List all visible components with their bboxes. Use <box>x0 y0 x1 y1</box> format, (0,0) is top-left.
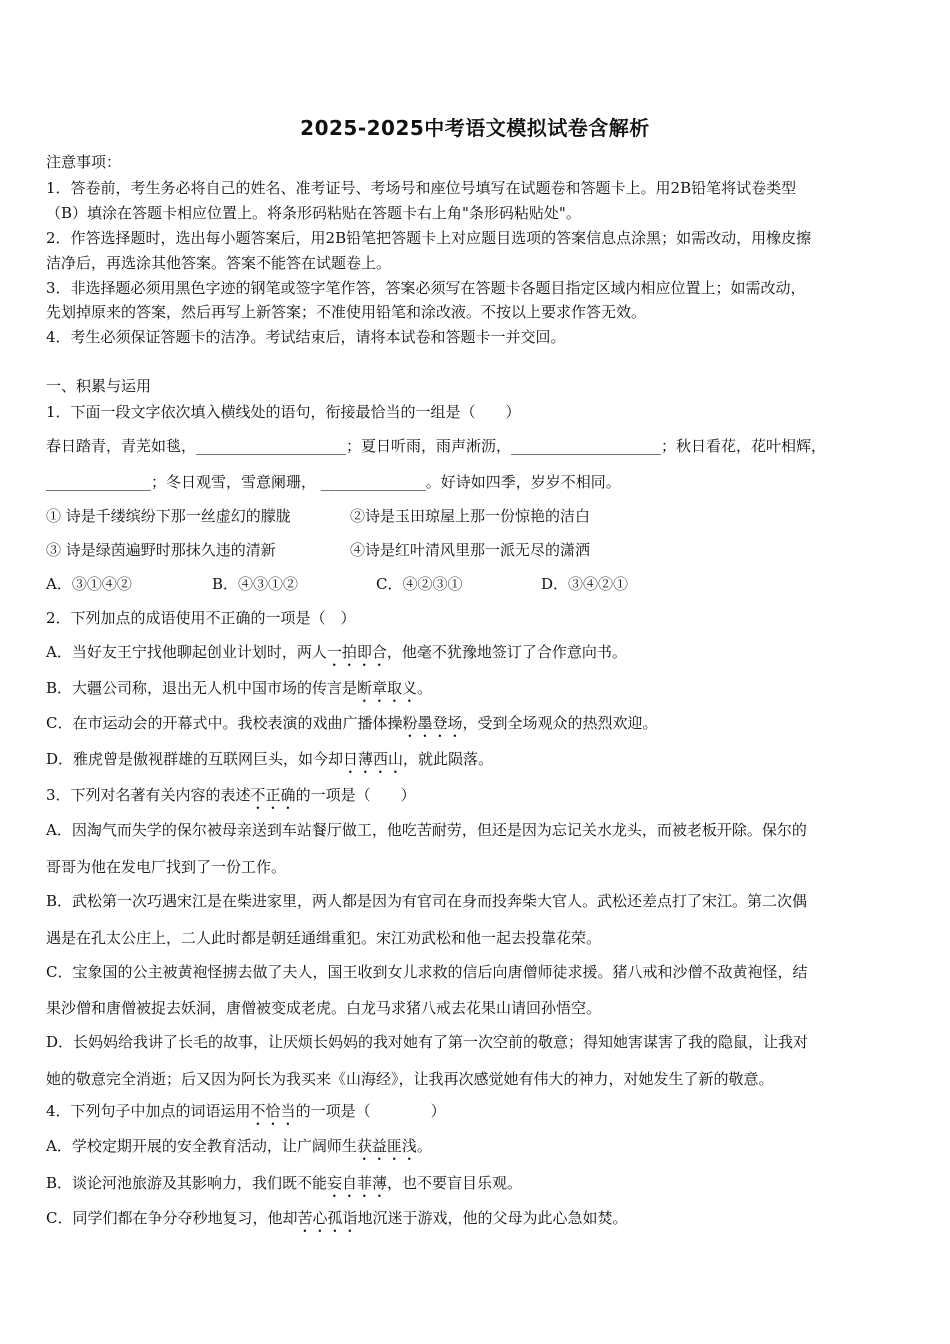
q4-option-b <box>46 1173 522 1201</box>
q3-option-d-line-2: 她的敬意完全消逝；后又因为阿长为我买来《山海经》，让我再次感觉她有伟大的神力，对她发生了新的敬意。 <box>46 1070 774 1088</box>
q2-option-b-post: 。 <box>417 679 433 697</box>
section-heading: 一、积累与运用 <box>46 377 152 395</box>
q4-option-c-pre: C．同学们都在争分夺秒地复习，他却 <box>46 1209 298 1227</box>
q4-stem-post: 的一项是（ ） <box>295 1102 446 1120</box>
q4-option-b-dotted: 妄自菲薄 <box>327 1174 388 1192</box>
q1-option-d: D．③④②① <box>541 575 629 593</box>
page-title: 2025-2025中考语文模拟试卷含解析 <box>300 116 650 140</box>
q4-option-a-post: 。 <box>416 1137 432 1155</box>
q1-passage-line-2: ______________；冬日观雪，雪意阑珊， ______________。好诗如四季，岁岁不相同。 <box>46 473 621 491</box>
q3-option-c-line-2: 果沙僧和唐僧被捉去妖洞，唐僧被变成老虎。白龙马求猪八戒去花果山请回孙悟空。 <box>46 999 602 1017</box>
q3-option-b-line-2: 遇是在孔太公庄上，二人此时都是朝廷通缉重犯。宋江劝武松和他一起去投靠花荣。 <box>46 929 602 947</box>
q1-sentence-2: ②诗是玉田琼屋上那一份惊艳的洁白 <box>350 507 591 525</box>
q1-sentence-1: ① 诗是千缕缤纷下那一丝虚幻的朦胧 <box>46 507 291 525</box>
notice-heading: 注意事项： <box>46 153 122 171</box>
q2-option-c-dotted: 粉墨登场 <box>402 714 463 732</box>
q2-stem: 2．下列加点的成语使用不正确的一项是（ ） <box>46 609 356 627</box>
notice-line-6: 先划掉原来的答案，然后再写上新答案；不准使用铅笔和涂改液。不按以上要求作答无效。 <box>46 303 647 321</box>
q2-option-a-pre: A．当好友王宁找他聊起创业计划时，两人 <box>46 643 327 661</box>
q4-option-c-post: 地沉迷于游戏，他的父母为此心急如焚。 <box>357 1209 628 1227</box>
q1-option-a: A．③①④② <box>46 575 132 593</box>
q1-sentence-3: ③ 诗是绿茵遍野时那抹久违的清新 <box>46 541 276 559</box>
q4-option-c <box>46 1208 628 1236</box>
q4-option-a-dotted: 获益匪浅 <box>356 1137 417 1155</box>
q3-stem-pre: 3．下列对名著有关内容的表述 <box>46 786 251 804</box>
q4-option-b-pre: B．谈论河池旅游及其影响力，我们既不能 <box>46 1174 328 1192</box>
notice-line-1: 1．答卷前，考生务必将自己的姓名、准考证号、考场号和座位号填写在试题卷和答题卡上。用2B铅笔将试卷类型 <box>46 179 797 197</box>
q4-option-b-post: ，也不要盲目乐观。 <box>387 1174 523 1192</box>
q3-option-d-line-1: D．长妈妈给我讲了长毛的故事，让厌烦长妈妈的我对她有了第一次空前的敬意；得知她害谋害了我的隐鼠，让我对 <box>46 1033 809 1051</box>
q3-stem-post: 的一项是（ ） <box>295 786 416 804</box>
q2-option-b-dotted: 断章取义 <box>357 679 418 697</box>
notice-line-7: 4．考生必须保证答题卡的洁净。考试结束后，请将本试卷和答题卡一并交回。 <box>46 328 566 346</box>
q2-option-a-post: ，他毫不犹豫地签订了合作意向书。 <box>386 643 627 661</box>
q3-stem-dotted: 不正确 <box>250 786 296 804</box>
q2-option-d-dotted: 日薄西山 <box>343 750 404 768</box>
q3-option-a-line-1: A．因淘气而失学的保尔被母亲送到车站餐厅做工，他吃苦耐劳，但还是因为忘记关水龙头，而被老板开除。保尔的 <box>46 821 807 839</box>
q2-option-d <box>46 749 493 777</box>
q1-sentence-4: ④诗是红叶清风里那一派无尽的潇洒 <box>350 541 591 559</box>
q4-stem <box>46 1101 446 1129</box>
q4-option-c-dotted: 苦心孤诣 <box>297 1209 358 1227</box>
q2-option-d-post: ，就此陨落。 <box>403 750 494 768</box>
q1-option-b: B．④③①② <box>212 575 299 593</box>
q4-option-a <box>46 1136 432 1164</box>
q4-option-a-pre: A．学校定期开展的安全教育活动，让广阔师生 <box>46 1137 357 1155</box>
q2-option-b <box>46 678 432 706</box>
q3-option-a-line-2: 哥哥为他在发电厂找到了一份工作。 <box>46 858 287 876</box>
q2-option-a <box>46 642 627 670</box>
q2-option-a-dotted: 一拍即合 <box>326 643 387 661</box>
q2-option-c <box>46 713 658 741</box>
q1-option-c: C．④②③① <box>376 575 463 593</box>
q3-option-c-line-1: C．宝象国的公主被黄袍怪掳去做了夫人，国王收到女儿求救的信后向唐僧师徒求援。猪八戒和沙僧不敌黄袍怪，结 <box>46 963 808 981</box>
q1-passage-line-1: 春日踏青，青芜如毯，____________________；夏日听雨，雨声淅沥，____________________；秋日看花，花叶相辉， <box>46 437 827 455</box>
q2-option-b-pre: B．大疆公司称，退出无人机中国市场的传言是 <box>46 679 358 697</box>
q3-stem <box>46 785 416 813</box>
q2-option-c-pre: C．在市运动会的开幕式中。我校表演的戏曲广播体操 <box>46 714 403 732</box>
q2-option-d-pre: D．雅虎曾是傲视群雄的互联网巨头，如今却 <box>46 750 344 768</box>
notice-line-3: 2．作答选择题时，选出每小题答案后，用2B铅笔把答题卡上对应题目选项的答案信息点涂黑；如需改动，用橡皮擦 <box>46 229 812 247</box>
q3-option-b-line-1: B．武松第一次巧遇宋江是在柴进家里，两人都是因为有官司在身而投奔柴大官人。武松还差点打了宋江。第二次偶 <box>46 892 808 910</box>
notice-line-4: 洁净后，再选涂其他答案。答案不能答在试题卷上。 <box>46 254 392 272</box>
notice-line-5: 3．非选择题必须用黑色字迹的钢笔或签字笔作答，答案必须写在答题卡各题目指定区域内相应位置上；如需改动， <box>46 279 806 297</box>
q1-stem: 1．下面一段文字依次填入横线处的语句，衔接最恰当的一组是（ ） <box>46 403 521 421</box>
q2-option-c-post: ，受到全场观众的热烈欢迎。 <box>462 714 658 732</box>
q4-stem-dotted: 不恰当 <box>250 1102 296 1120</box>
notice-line-2: （B）填涂在答题卡相应位置上。将条形码粘贴在答题卡右上角"条形码粘贴处"。 <box>46 204 581 222</box>
q4-stem-pre: 4．下列句子中加点的词语运用 <box>46 1102 251 1120</box>
